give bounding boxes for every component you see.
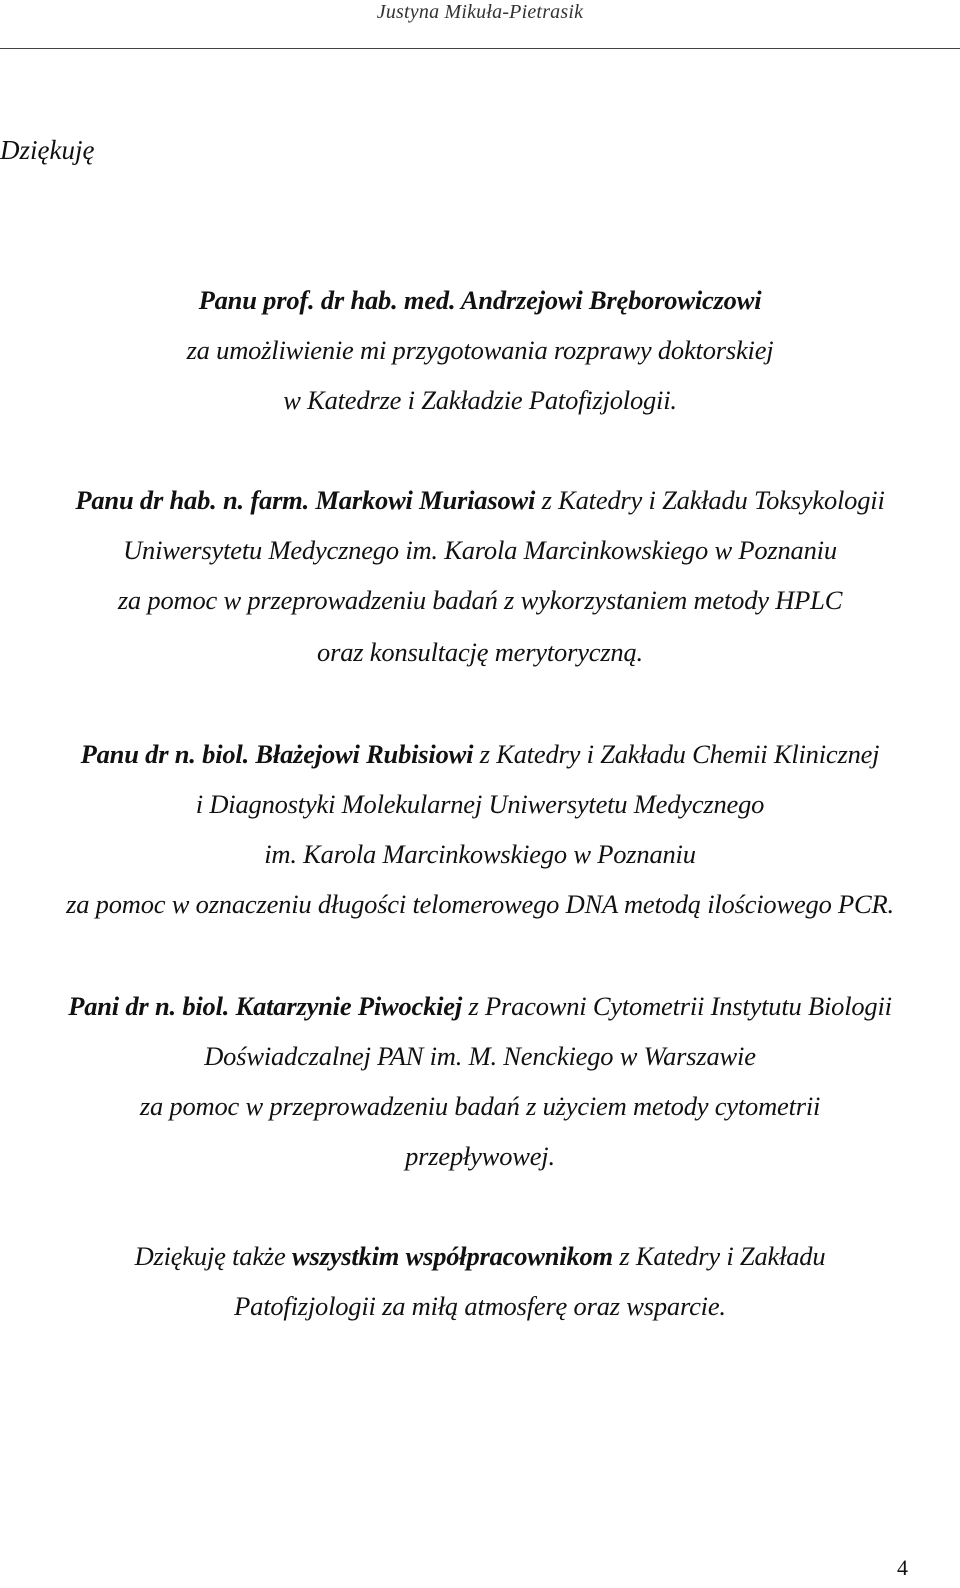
block-2-affiliation: z Katedry i Zakładu Toksykologii <box>535 485 885 515</box>
block-5-name: wszystkim współpracownikom <box>292 1241 613 1271</box>
block-5-line-2: Patofizjologii za miłą atmosferę oraz wsparcie. <box>234 1291 726 1321</box>
block-2-name: Panu dr hab. n. farm. Markowi Muriasowi <box>75 485 536 515</box>
block-1-line-1 <box>0 284 960 316</box>
block-2-line-2: Uniwersytetu Medycznego im. Karola Marcinkowskiego w Poznaniu <box>123 535 837 565</box>
block-1-line-3: w Katedrze i Zakładzie Patofizjologii. <box>283 385 677 415</box>
block-4-line-2: Doświadczalnej PAN im. M. Nenckiego w Warszawie <box>204 1041 756 1071</box>
page-number: 4 <box>897 1555 908 1580</box>
running-header <box>0 0 960 24</box>
block-3-line-1 <box>0 738 960 770</box>
header-rule <box>0 48 960 49</box>
block-3-affiliation: z Katedry i Zakładu Chemii Klinicznej <box>473 739 880 769</box>
block-3-name: Panu dr n. biol. Błażejowi Rubisiowi <box>80 739 474 769</box>
block-4-line-3: za pomoc w przeprowadzeniu badań z użyciem metody cytometrii <box>139 1091 821 1121</box>
block-3-line-3: im. Karola Marcinkowskiego w Poznaniu <box>264 839 696 869</box>
block-3-line-2: i Diagnostyki Molekularnej Uniwersytetu Medycznego <box>195 789 765 819</box>
block-2-line-4: oraz konsultację merytoryczną. <box>317 637 643 667</box>
block-5-prefix: Dziękuję także <box>134 1241 293 1271</box>
block-4-line-1 <box>0 990 960 1022</box>
block-1-name: Panu prof. dr hab. med. Andrzejowi Bręborowiczowi <box>198 285 762 315</box>
intro-heading: Dziękuję <box>0 135 95 165</box>
block-3-line-4: za pomoc w oznaczeniu długości telomerowego DNA metodą ilościowego PCR. <box>66 889 894 919</box>
block-1-line-2: za umożliwienie mi przygotowania rozprawy doktorskiej <box>186 335 774 365</box>
block-4-name: Pani dr n. biol. Katarzynie Piwockiej <box>68 991 463 1021</box>
block-2-line-3: za pomoc w przeprowadzeniu badań z wykorzystaniem metody HPLC <box>117 585 843 615</box>
block-4-affiliation: z Pracowni Cytometrii Instytutu Biologii <box>462 991 892 1021</box>
block-4-line-4: przepływowej. <box>405 1141 555 1171</box>
header-author: Justyna Mikuła-Pietrasik <box>376 1 584 23</box>
block-5-line-1 <box>0 1240 960 1272</box>
block-5-affiliation: z Katedry i Zakładu <box>612 1241 826 1271</box>
block-2-line-1 <box>0 484 960 516</box>
